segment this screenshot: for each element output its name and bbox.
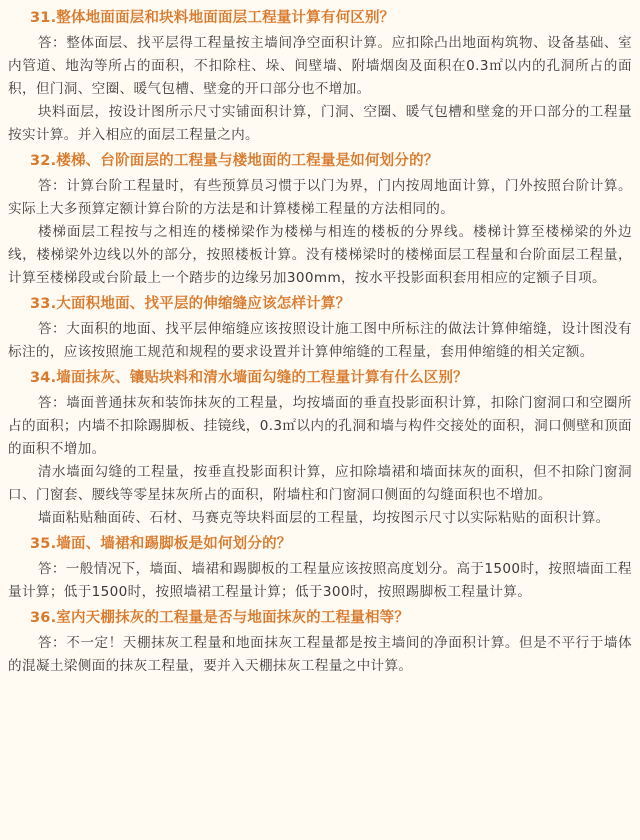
paragraph: 答：不一定！天棚抹灰工程量和地面抹灰工程量都是按主墙间的净面积计算。但是不平行于墙体的混凝土梁侧面的抹灰工程量，要并入天棚抹灰工程量之中计算。 (8, 635, 632, 674)
paragraph: 清水墙面勾缝的工程量，按垂直投影面积计算，应扣除墙裙和墙面抹灰的面积，但不扣除门窗洞口、门窗套、腰线等零星抹灰所占的面积，附墙柱和门窗洞口侧面的勾缝面积也不增加。 (8, 464, 632, 503)
section-35 (8, 530, 632, 604)
paragraph: 墙面粘贴釉面砖、石材、马赛克等块料面层的工程量，均按图示尺寸以实际粘贴的面积计算。 (37, 510, 610, 526)
section-title: 35.墙面、墙裙和踢脚板是如何划分的？ (30, 536, 292, 552)
paragraph: 答：整体面层、找平层得工程量按主墙间净空面积计算。应扣除凸出地面构筑物、设备基础、室内管道、地沟等所占的面积，不扣除柱、垛、间壁墙、附墙烟囱及面积在0.3㎡以内的孔洞所占的面积，但门洞、空圈、暖气包槽、壁龛的开口部分也不增加。 (8, 35, 632, 97)
paragraph: 块料面层，按设计图所示尺寸实铺面积计算，门洞、空圈、暖气包槽和壁龛的开口部分的工程量按实计算。并入相应的面层工程量之内。 (8, 104, 632, 143)
section-36 (8, 604, 632, 678)
paragraph: 答：墙面普通抹灰和装饰抹灰的工程量，均按墙面的垂直投影面积计算，扣除门窗洞口和空圈所占的面积；内墙不扣除踢脚板、挂镜线，0.3㎡以内的孔洞和墙与构件交接处的面积，洞口侧壁和顶面的面积不增加。 (8, 395, 632, 457)
section-32 (8, 147, 632, 290)
paragraph: 答：大面积的地面、找平层伸缩缝应该按照设计施工图中所标注的做法计算伸缩缝，设计图没有标注的，应该按照施工规范和规程的要求设置并计算伸缩缝的工程量，套用伸缩缝的相关定额。 (8, 321, 632, 360)
section-33 (8, 290, 632, 364)
section-title: 36.室内天棚抹灰的工程量是否与地面抹灰的工程量相等？ (30, 610, 410, 626)
section-title: 31.整体地面面层和块料地面面层工程量计算有何区别？ (30, 10, 395, 26)
section-title: 33.大面积地面、找平层的伸缩缝应该怎样计算？ (30, 296, 351, 312)
section-34 (8, 364, 632, 530)
paragraph: 答：一般情况下，墙面、墙裙和踢脚板的工程量应该按照高度划分。高于1500时，按照墙面工程量计算；低于1500时，按照墙裙工程量计算；低于300时，按照踢脚板工程量计算。 (8, 561, 632, 600)
paragraph: 楼梯面层工程按与之相连的楼梯梁作为楼梯与相连的楼板的分界线。楼梯计算至楼梯梁的外边线，楼梯梁外边线以外的部分，按照楼板计算。没有楼梯梁时的楼梯面层工程量和台阶面层工程量，计算至楼梯段或台阶最上一个踏步的边缘另加300mm，按水平投影面积套用相应的定额子目项。 (8, 224, 632, 286)
paragraph: 答：计算台阶工程量时，有些预算员习惯于以门为界，门内按周地面计算，门外按照台阶计算。实际上大多预算定额计算台阶的方法是和计算楼梯工程量的方法相同的。 (8, 178, 632, 217)
section-title: 32.楼梯、台阶面层的工程量与楼地面的工程量是如何划分的？ (30, 153, 439, 169)
section-31 (8, 4, 632, 147)
section-title: 34.墙面抹灰、镶贴块料和清水墙面勾缝的工程量计算有什么区别？ (30, 370, 468, 386)
